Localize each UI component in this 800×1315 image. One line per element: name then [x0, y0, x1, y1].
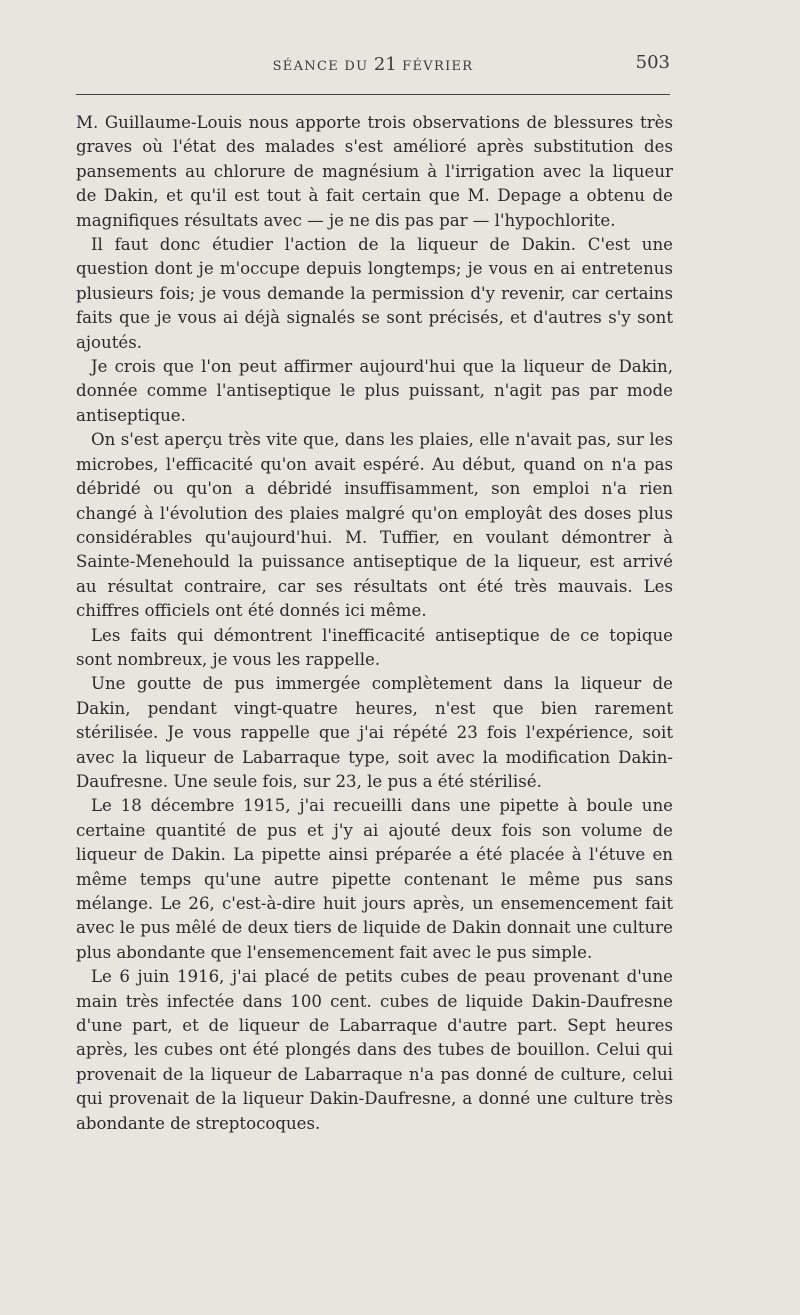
paragraph: Il faut donc étudier l'action de la liqueur de Dakin. C'est une question dont je m'occupe depuis longtemps; je vous en ai entretenus plusieurs fois; je vous demande la permission d'y revenir, car certains faits que je vous ai déjà signalés se sont précisés, et d'autres s'y sont ajoutés.: [76, 235, 673, 352]
paragraph: On s'est aperçu très vite que, dans les plaies, elle n'avait pas, sur les microbes, l'efficacité qu'on avait espéré. Au début, quand on n'a pas débridé ou qu'on a débridé insuffisamment, son emploi n'a rien changé à l'évolution des plaies malgré qu'on employât des doses plus considérables qu'aujourd'hui. M. Tuffier, en voulant démontrer à Sainte-Menehould la puissance antiseptique de la liqueur, est arrivé au résultat contraire, car ses résultats ont été très mauvais. Les chiffres officiels ont été donnés ici même.: [76, 430, 673, 621]
header-rule: [76, 94, 670, 95]
paragraph: Je crois que l'on peut affirmer aujourd'hui que la liqueur de Dakin, donnée comme l'antiseptique le plus puissant, n'agit pas par mode antiseptique.: [76, 357, 673, 425]
paragraph: M. Guillaume-Louis nous apporte trois observations de blessures très graves où l'état des malades s'est amélioré après substitution des pansements au chlorure de magnésium à l'irrigation avec la liqueur de Dakin, et qu'il est tout à fait certain que M. Depage a obtenu de magnifiques résultats avec — je ne dis pas par — l'hypochlorite.: [76, 113, 673, 230]
body-text: [76, 111, 673, 1136]
header-title-day: 21: [373, 54, 397, 75]
paragraph: Les faits qui démontrent l'inefficacité antiseptique de ce topique sont nombreux, je vous les rappelle.: [76, 625, 673, 669]
paragraph: Le 6 juin 1916, j'ai placé de petits cubes de peau provenant d'une main très infectée dans 100 cent. cubes de liquide Dakin-Daufresne d'une part, et de liqueur de Labarraque d'autre part. Sept heures après, les cubes ont été plongés dans des tubes de bouillon. Celui qui provenait de la liqueur de Labarraque n'a pas donné de culture, celui qui provenait de la liqueur Dakin-Daufresne, a donné une culture très abondante de streptocoques.: [76, 967, 673, 1133]
running-header: [76, 52, 670, 76]
paragraph: Le 18 décembre 1915, j'ai recueilli dans une pipette à boule une certaine quantité de pus et j'y ai ajouté deux fois son volume de liqueur de Dakin. La pipette ainsi préparée a été placée à l'étuve en même temps qu'une autre pipette contenant le même pus sans mélange. Le 26, c'est-à-dire huit jours après, un ensemencement fait avec le pus mêlé de deux tiers de liquide de Dakin donnait une culture plus abondante que l'ensemencement fait avec le pus simple.: [76, 796, 673, 962]
header-title-post: FÉVRIER: [396, 59, 474, 74]
page-number: 503: [635, 52, 670, 73]
header-title-pre: SÉANCE DU: [272, 59, 374, 74]
header-title: [76, 54, 670, 75]
paragraph: Une goutte de pus immergée complètement dans la liqueur de Dakin, pendant vingt-quatre heures, n'est que bien rarement stérilisée. Je vous rappelle que j'ai répété 23 fois l'expérience, soit avec la liqueur de Labarraque type, soit avec la modification Dakin-Daufresne. Une seule fois, sur 23, le pus a été stérilisé.: [76, 674, 673, 791]
